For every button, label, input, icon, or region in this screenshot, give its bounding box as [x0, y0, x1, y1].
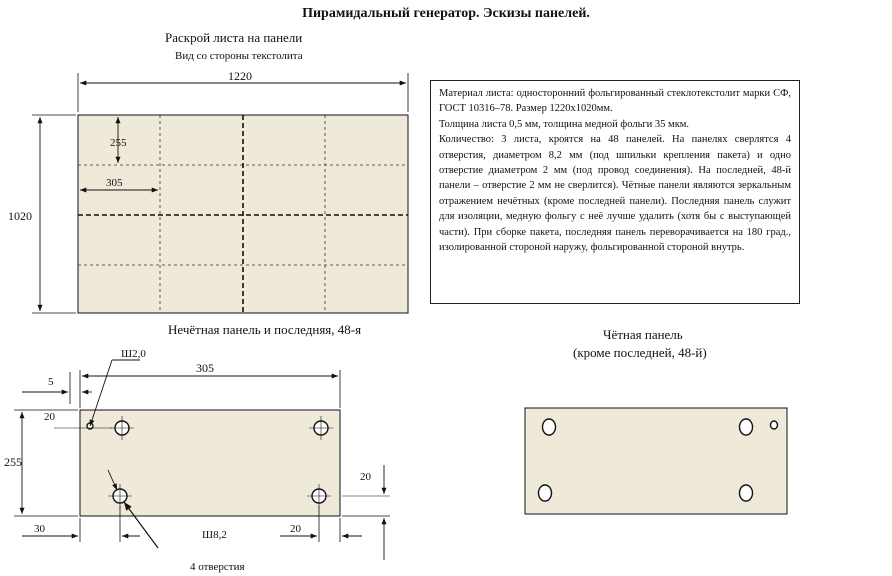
dim-top-offset: 20 [44, 411, 55, 423]
dim-odd-height: 255 [4, 455, 22, 469]
dim-sheet-width: 1220 [228, 69, 252, 83]
page-title: Пирамидальный генератор. Эскизы панелей. [302, 6, 590, 21]
hole-top-left [543, 419, 556, 435]
dim-panel-width: 305 [106, 177, 123, 189]
sheet-subcaption: Вид со стороны текстолита [175, 50, 303, 62]
hole-bottom-right [740, 485, 753, 501]
even-panel-caption: Чётная панель [603, 327, 683, 342]
dim-small-hole: Ш2,0 [121, 348, 146, 360]
dim-bottom-offset: 20 [360, 471, 371, 483]
odd-panel-drawing [4, 348, 390, 573]
dim-left-offset: 30 [34, 523, 45, 535]
dim-edge-offset: 5 [48, 376, 54, 388]
even-panel-drawing [525, 408, 787, 514]
sheet-layout [8, 69, 408, 313]
dim-sheet-height: 1020 [8, 209, 32, 223]
even-panel-subcaption: (кроме последней, 48-й) [573, 345, 707, 360]
sheet-caption: Раскрой листа на панели [165, 30, 303, 45]
note-paragraph-quantity: Количество: 3 листа, кроятся на 48 панелей. На панелях сверлятся 4 отверстия, диаметром 8,2 мм (под шпильки крепления пакета) и одно отверстие диаметром 2 мм (под провод соединения). На последней, 48-й панели – отверстие 2 мм не сверлится). Чётные панели являются зеркальным отражением нечётных (кроме последней панели). Последняя панель служит для изоляции, медную фольгу с неё лучше удалить (хотя бы с выступающей части). При сборке пакета, последняя панель переворачивается на 180 град., изолированной стороной наружу, фольгированной стороной внутрь. [439, 134, 791, 254]
odd-panel-caption: Нечётная панель и последняя, 48-я [168, 322, 362, 337]
dim-odd-width: 305 [196, 361, 214, 375]
note-paragraph-thickness: Толщина листа 0,5 мм, толщина медной фольги 35 мкм. [439, 118, 690, 130]
note-paragraph-material: Материал листа: односторонний фольгированный стеклотекстолит марки СФ, ГОСТ 10316–78. Размер 1220х1020мм. [439, 88, 791, 115]
hole-small [771, 421, 778, 429]
dim-panel-height: 255 [110, 137, 127, 149]
dim-big-hole: Ш8,2 [202, 529, 227, 541]
dim-right-offset: 20 [290, 523, 301, 535]
hole-top-right [740, 419, 753, 435]
hole-bottom-left [539, 485, 552, 501]
holes-label: 4 отверстия [190, 561, 245, 573]
